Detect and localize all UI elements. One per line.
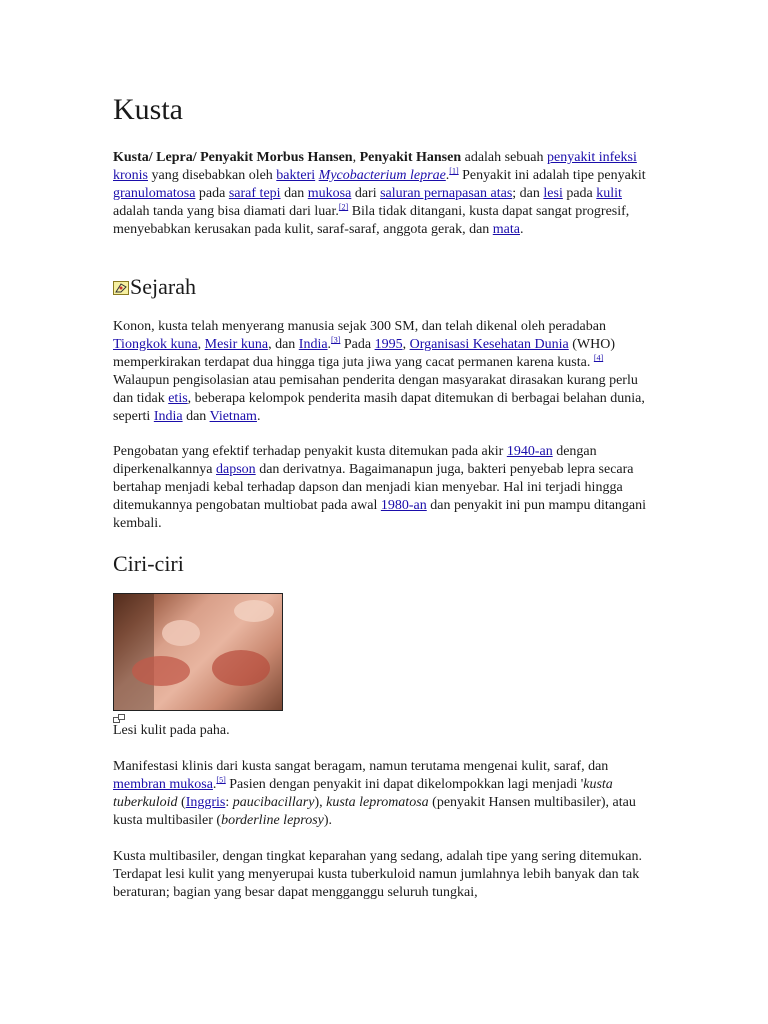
italic-term: kusta lepromatosa: [326, 795, 429, 810]
text: pada: [195, 186, 229, 201]
text: ,: [352, 150, 360, 165]
sejarah-paragraph-1: [113, 318, 658, 426]
link-india-2[interactable]: India: [153, 409, 183, 424]
link-membran-mukosa[interactable]: membran mukosa: [113, 777, 213, 792]
intro-paragraph: [113, 149, 658, 239]
citation-2[interactable]: [2]: [338, 202, 349, 212]
italic-term: kusta tuberkuloid: [113, 777, 613, 810]
text: dengan diperkenalkannya: [113, 444, 597, 477]
link-organisasi-kesehatan-dunia[interactable]: Organisasi Kesehatan Dunia: [409, 337, 569, 352]
text: pada: [562, 186, 597, 201]
link-india[interactable]: India: [298, 337, 328, 352]
text: (: [177, 795, 186, 810]
link-1980-an[interactable]: 1980-an: [380, 498, 427, 513]
text: (penyakit Hansen multibasiler), atau kusta multibasiler (: [113, 795, 636, 828]
text: .: [327, 337, 332, 352]
italic-term: borderline leprosy: [221, 813, 324, 828]
bold-term: Penyakit Hansen: [359, 150, 462, 165]
skin-lesion-photo[interactable]: [113, 593, 283, 711]
text: dan penyakit ini pun mampu ditangani kembali.: [113, 498, 647, 531]
text: Pasien dengan penyakit ini dapat dikelompokkan lagi menjadi ': [225, 777, 584, 792]
flag-icon: [113, 275, 129, 289]
link-vietnam[interactable]: Vietnam: [209, 409, 257, 424]
italic-term: paucibacillary: [232, 795, 315, 810]
text: Manifestasi klinis dari kusta sangat beragam, namun terutama mengenai kulit, saraf, dan: [113, 759, 609, 774]
text: Walaupun pengisolasian atau pemisahan penderita dengan masyarakat dirasakan kurang perlu dan tidak: [113, 373, 638, 406]
text: Bila tidak ditangani, kusta dapat sangat progresif, menyebabkan kerusakan pada kulit, saraf-saraf, anggota gerak, dan: [113, 204, 630, 237]
text: Pengobatan yang efektif terhadap penyakit kusta ditemukan pada akir: [113, 444, 507, 459]
section-heading-text: Sejarah: [130, 274, 196, 299]
link-saraf-tepi[interactable]: saraf tepi: [228, 186, 281, 201]
text: .: [212, 777, 217, 792]
text: dari: [351, 186, 381, 201]
magnify-icon[interactable]: [113, 711, 125, 721]
ciri-paragraph-2: Kusta multibasiler, dengan tingkat keparahan yang sedang, adalah tipe yang sering ditemukan. Terdapat lesi kulit yang menyerupai kusta tuberkuloid namun jumlahnya lebih banyak dan tak beraturan; bagian yang besar dapat mengganggu seluruh tungkai,: [113, 849, 642, 900]
link-mukosa[interactable]: mukosa: [307, 186, 352, 201]
link-dapson[interactable]: dapson: [216, 462, 256, 477]
link-1940-an[interactable]: 1940-an: [506, 444, 553, 459]
link-mesir-kuna[interactable]: Mesir kuna: [204, 337, 269, 352]
bold-term: Kusta/ Lepra/ Penyakit Morbus Hansen: [113, 150, 353, 165]
text: .: [256, 409, 261, 424]
ciri-paragraph-1: [113, 758, 658, 830]
link-etis[interactable]: etis: [168, 391, 188, 406]
photo-shadow: [114, 594, 154, 711]
link-kronis[interactable]: kronis: [113, 168, 148, 183]
page-title: Kusta: [113, 93, 183, 126]
section-heading-sejarah: [113, 274, 196, 300]
link-granulomatosa[interactable]: granulomatosa: [113, 186, 196, 201]
citation-4[interactable]: [4]: [593, 353, 604, 363]
text: Pada: [340, 337, 375, 352]
text: ,: [197, 337, 205, 352]
citation-1[interactable]: [1]: [449, 166, 459, 176]
text: .: [520, 222, 524, 237]
section-heading-ciri-ciri: Ciri-ciri: [113, 551, 184, 576]
text: ,: [402, 337, 410, 352]
link-inggris[interactable]: Inggris: [185, 795, 226, 810]
link-lesi[interactable]: lesi: [543, 186, 563, 201]
image-caption: Lesi kulit pada paha.: [113, 723, 230, 738]
citation-5[interactable]: [5]: [216, 775, 226, 785]
text: (WHO) memperkirakan terdapat dua hingga tiga juta jiwa yang cacat permanen karena kusta.: [113, 337, 615, 370]
text: yang disebabkan oleh: [148, 168, 277, 183]
text: ),: [314, 795, 327, 810]
text: ; dan: [512, 186, 544, 201]
photo-patch: [234, 600, 274, 622]
text: .: [445, 168, 450, 183]
link-bakteri[interactable]: bakteri: [276, 168, 316, 183]
text: Penyakit ini adalah tipe penyakit: [458, 168, 646, 183]
citation-3[interactable]: [3]: [331, 335, 341, 345]
text: , dan: [268, 337, 299, 352]
text: , beberapa kelompok penderita masih dapat ditemukan di berbagai belahan dunia, seperti: [113, 391, 645, 424]
photo-patch: [212, 650, 270, 686]
text: :: [225, 795, 233, 810]
link-mata[interactable]: mata: [492, 222, 520, 237]
link-mycobacterium-leprae[interactable]: [319, 168, 446, 183]
text: dan: [280, 186, 308, 201]
text: adalah sebuah: [461, 150, 548, 165]
link-penyakit-infeksi[interactable]: penyakit infeksi: [547, 150, 637, 165]
link-1995[interactable]: 1995: [374, 337, 403, 352]
sejarah-paragraph-2: [113, 443, 658, 533]
text: dan derivatnya. Bagaimanapun juga, bakteri penyebab lepra secara bertahap menjadi kebal terhadap dapson dan menjadi kian menyebar. Hal ini terjadi hingga ditemukannya pengobatan multiobat pada awal: [113, 462, 634, 513]
photo-patch: [162, 620, 200, 646]
text: adalah tanda yang bisa diamati dari luar.: [113, 204, 339, 219]
photo-patch: [132, 656, 190, 686]
link-saluran-pernapasan-atas[interactable]: saluran pernapasan atas: [380, 186, 513, 201]
link-text: Mycobacterium leprae: [318, 168, 446, 183]
link-tiongkok-kuna[interactable]: Tiongkok kuna: [113, 337, 198, 352]
link-kulit[interactable]: kulit: [596, 186, 622, 201]
text: Konon, kusta telah menyerang manusia sejak 300 SM, dan telah dikenal oleh peradaban: [113, 319, 606, 334]
text: dan: [182, 409, 210, 424]
text: ).: [323, 813, 333, 828]
